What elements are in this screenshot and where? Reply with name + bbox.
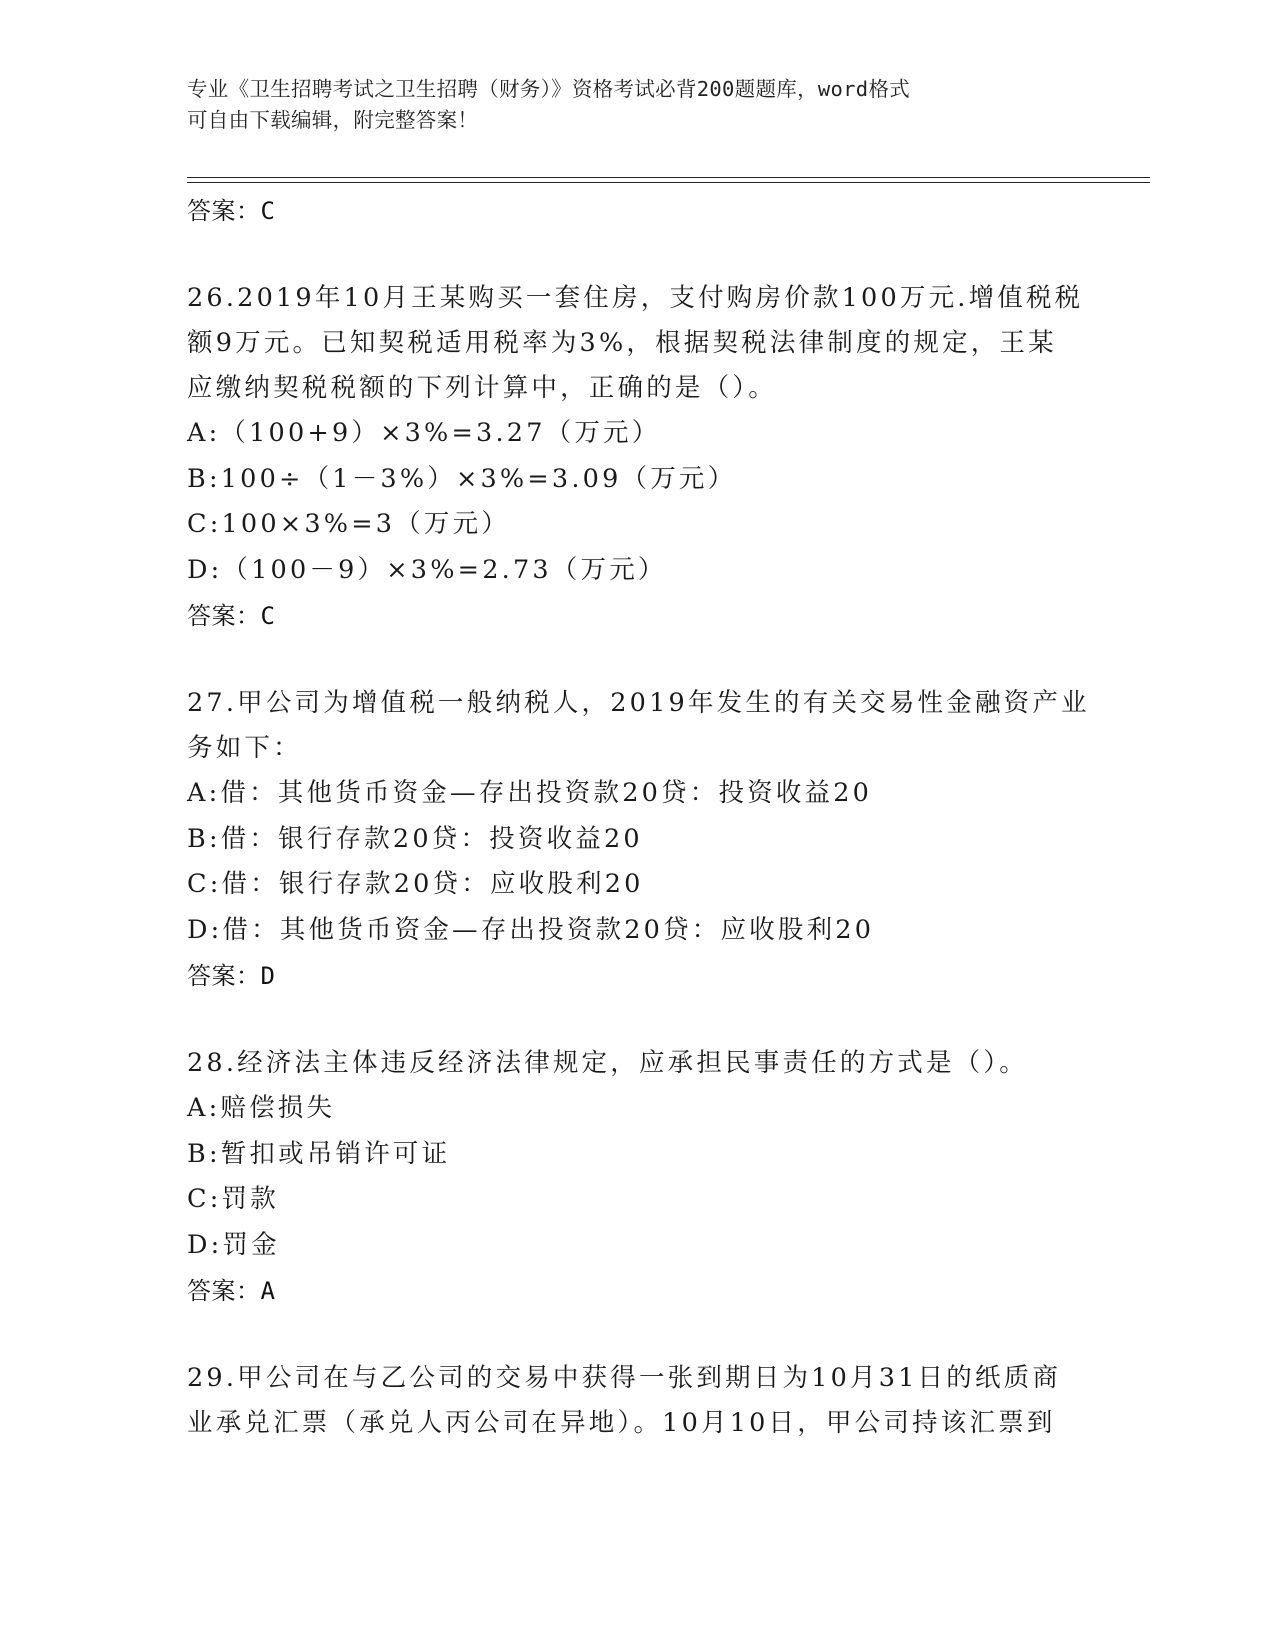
answer-line <box>187 188 1087 234</box>
answer-value: C <box>260 602 276 630</box>
answer-label: 答案： <box>187 1277 261 1305</box>
option-d: D:（100－9）×3%=2.73（万元） <box>187 554 667 585</box>
option-b: B:借：银行存款20贷：投资收益20 <box>187 823 643 854</box>
answer-line <box>187 953 1087 999</box>
answer-value: D <box>260 962 276 990</box>
option-d: D:罚金 <box>187 1229 280 1260</box>
question-text-line: 29.甲公司在与乙公司的交易中获得一张到期日为10月31日的纸质商 <box>187 1363 1062 1393</box>
option-b: B:暂扣或吊销许可证 <box>187 1138 451 1169</box>
question-text-line: 务如下： <box>187 733 302 763</box>
question-29 <box>187 1356 1087 1446</box>
spacer <box>187 1314 1087 1356</box>
option-a: A:（100+9）×3%=3.27（万元） <box>187 418 661 448</box>
question-27 <box>187 681 1090 771</box>
document-header <box>187 74 1087 136</box>
header-line-2: 可自由下载编辑，附完整答案！ <box>187 108 479 132</box>
question-26 <box>187 276 1087 411</box>
spacer <box>187 234 1087 276</box>
question-text-line: 26.2019年10月王某购买一套住房，支付购房价款100万元.增值税税 <box>187 283 1084 313</box>
document-body <box>187 188 1090 1446</box>
question-28 <box>187 1041 1087 1086</box>
answer-line <box>187 1268 1087 1314</box>
header-divider-bottom <box>187 182 1150 183</box>
question-text-line: 额9万元。已知契税适用税率为3%，根据契税法律制度的规定，王某 <box>187 328 1057 358</box>
answer-line <box>187 593 1087 639</box>
spacer <box>187 999 1087 1041</box>
question-text-line: 27.甲公司为增值税一般纳税人，2019年发生的有关交易性金融资产业 <box>187 688 1090 718</box>
spacer <box>187 639 1087 681</box>
option-b: B:100÷（1－3%）×3%=3.09（万元） <box>187 463 737 494</box>
option-c: C:100×3%=3（万元） <box>187 509 510 539</box>
answer-value: A <box>260 1277 276 1305</box>
answer-label: 答案： <box>187 602 261 630</box>
question-text-line: 28.经济法主体违反经济法律规定，应承担民事责任的方式是（）。 <box>187 1048 1029 1078</box>
option-a: A:赔偿损失 <box>187 1093 336 1123</box>
option-a: A:借：其他货币资金—存出投资款20贷：投资收益20 <box>187 778 873 808</box>
option-d: D:借：其他货币资金—存出投资款20贷：应收股利20 <box>187 914 875 945</box>
answer-label: 答案： <box>187 962 261 990</box>
option-c: C:罚款 <box>187 1184 279 1214</box>
question-text-line: 业承兑汇票（承兑人丙公司在异地）。10月10日，甲公司持该汇票到 <box>187 1408 1056 1438</box>
answer-label: 答案： <box>187 197 261 225</box>
option-c: C:借：银行存款20贷：应收股利20 <box>187 869 644 899</box>
header-divider-top <box>187 177 1150 178</box>
question-text-line: 应缴纳契税税额的下列计算中，正确的是（）。 <box>187 373 777 403</box>
header-line-1: 专业《卫生招聘考试之卫生招聘（财务）》资格考试必背200题题库，word格式 <box>187 77 911 101</box>
answer-value: C <box>260 197 276 225</box>
